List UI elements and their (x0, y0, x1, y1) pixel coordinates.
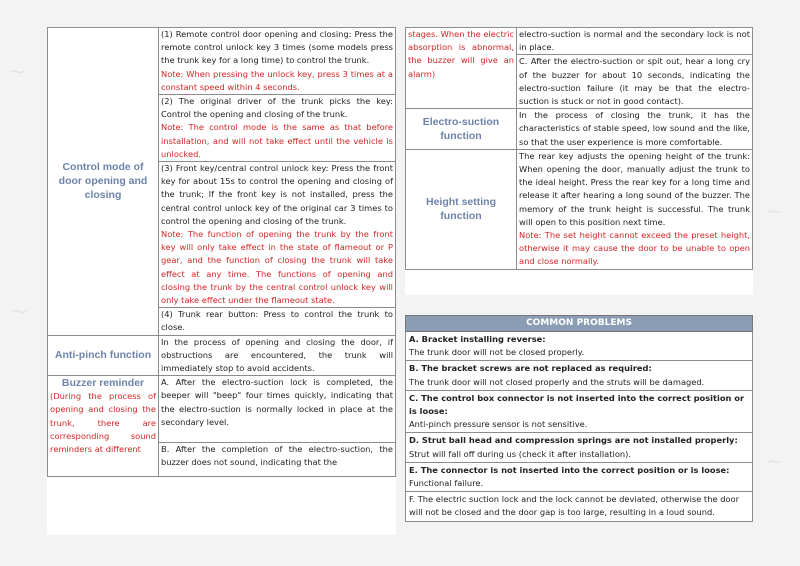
note-text: Note: When pressing the unlock key, press 3 times at a constant speed within 4 seconds. (161, 68, 393, 92)
watermark-decoration: ~ (8, 60, 27, 85)
problem-question: D. Strut ball head and compression springs are not installed properly: (409, 435, 738, 446)
note-text: Note: The function of opening the trunk by the front key will only take effect in the state of flameout or P gear, and the function of closing the trunk will take effect at any time. The functions of opening and closing the trunk by the central control unlock key will only take effect under the flameout state. (161, 229, 393, 306)
problem-question: B. The bracket screws are not replaced as required: (409, 363, 652, 374)
anti-pinch-text: In the process of opening and closing the door, if obstructions are encountered, the trunk will immediately stop to avoid accidents. (159, 335, 396, 376)
problem-answer: Anti-pinch pressure sensor is not sensitive. (409, 419, 588, 430)
problem-answer: Functional failure. (409, 478, 484, 489)
height-setting-label: Height setting function (406, 149, 517, 269)
door-control-item-2: (2) The original driver of the trunk picks the key: Control the opening and closing of the trunk. Note: The control mode is the same as that before installation, and will not take effect until the vehicle is unlocked. (159, 95, 396, 162)
problem-question: C. The control box connector is not inserted into the correct position or is loose: (409, 392, 745, 417)
problem-item (405, 361, 753, 390)
watermark-decoration: ~ (765, 450, 784, 475)
door-control-item-3: (3) Front key/central control unlock key: Press the front key for about 15s to control the opening and closing of the trunk; If the front key is not installed, press the central control unlock key of the original car 3 times to control the opening and closing of the trunk. Note: The function of opening the trunk by the front key will only take effect in the state of flameout or P gear, and the function of closing the trunk will take effect at any time. The functions of opening and closing the trunk by the central control unlock key will only take effect under the flameout state. (159, 162, 396, 308)
problem-answer: The trunk door will not be closed properly. (409, 347, 585, 358)
buzzer-item-b-cont: electro-suction is normal and the secondary lock is not in place. (517, 28, 753, 55)
common-problems-title: COMMON PROBLEMS (405, 315, 753, 332)
buzzer-item-c: C. After the electro-suction or spit out, hear a long cry of the buzzer for about 10 seconds, indicating the electro-suction failure (it may be that the electro-suction is stuck or not in good contact). (517, 55, 753, 109)
table-row (406, 109, 753, 150)
problem-item (405, 433, 753, 462)
note-text: Note: The control mode is the same as that before installation, and will not take effect until the vehicle is unlocked. (161, 122, 393, 159)
table-row (48, 376, 396, 443)
watermark-decoration: ~ (10, 300, 29, 325)
electro-suction-label: Electro-suction function (406, 109, 517, 150)
right-function-table (405, 27, 753, 295)
table-row (406, 149, 753, 269)
buzzer-subtitle-cont: stages. When the electric absorption is abnormal, the buzzer will give an alarm) (406, 28, 517, 109)
left-function-table (47, 27, 396, 535)
table-row (406, 28, 753, 55)
problem-item (405, 391, 753, 434)
door-control-item-4: (4) Trunk rear button: Press to control the trunk to close. (159, 308, 396, 335)
door-control-label: Control mode of door opening and closing (48, 28, 159, 336)
height-setting-text: The rear key adjusts the opening height of the trunk: When opening the door, manually adjust the trunk to the ideal height. Press the rear key for a long time and release it after hearing a long sound of the buzzer. The memory of the trunk height is successful. The trunk will open to this position next time. Note: The set height cannot exceed the preset height, otherwise it may cause the door to be unable to open and close normally. (517, 149, 753, 269)
problem-question: A. Bracket installing reverse: (409, 334, 546, 344)
buzzer-subtitle: (During the process of opening and closing the trunk, there are corresponding sound reminders at different (50, 391, 156, 455)
problem-answer: The trunk door will not closed properly and the struts will be damaged. (409, 376, 705, 387)
problem-item (405, 463, 753, 492)
door-control-item-1: (1) Remote control door opening and closing: Press the remote control unlock key 3 times (some models press the trunk key for a long time) to control the trunk. Note: When pressing the unlock key, press 3 times at a constant speed within 4 seconds. (159, 28, 396, 95)
table-row (48, 335, 396, 376)
anti-pinch-label: Anti-pinch function (48, 335, 159, 376)
note-text: Note: The set height cannot exceed the preset height, otherwise it may cause the door to be unable to open and close normally. (519, 230, 750, 267)
buzzer-item-b: B. After the completion of the electro-suction, the buzzer does not sound, indicating that the (159, 443, 396, 477)
problem-item (405, 492, 753, 521)
buzzer-item-a: A. After the electro-suction lock is completed, the beeper will "beep" four times quickly, indicating that the electro-suction is normally locked in place at the secondary level. (159, 376, 396, 443)
problem-question: E. The connector is not inserted into the correct position or is loose: (409, 464, 730, 475)
watermark-decoration: ~ (765, 200, 784, 225)
problem-item (405, 332, 753, 361)
problem-answer: Strut will fall off during us (check it after installation). (409, 448, 632, 459)
problem-answer: F. The electric suction lock and the lock cannot be deviated, otherwise the door will not be closed and the door gap is too large, resulting in a loud sound. (409, 494, 740, 518)
table-row (48, 28, 396, 95)
common-problems-panel (405, 315, 753, 522)
electro-suction-text: In the process of closing the trunk, it has the characteristics of stable speed, low sound and the like, so that the user experience is more comfortable. (517, 109, 753, 150)
buzzer-label: Buzzer reminder (During the process of opening and closing the trunk, there are corresponding sound reminders at different (48, 376, 159, 477)
